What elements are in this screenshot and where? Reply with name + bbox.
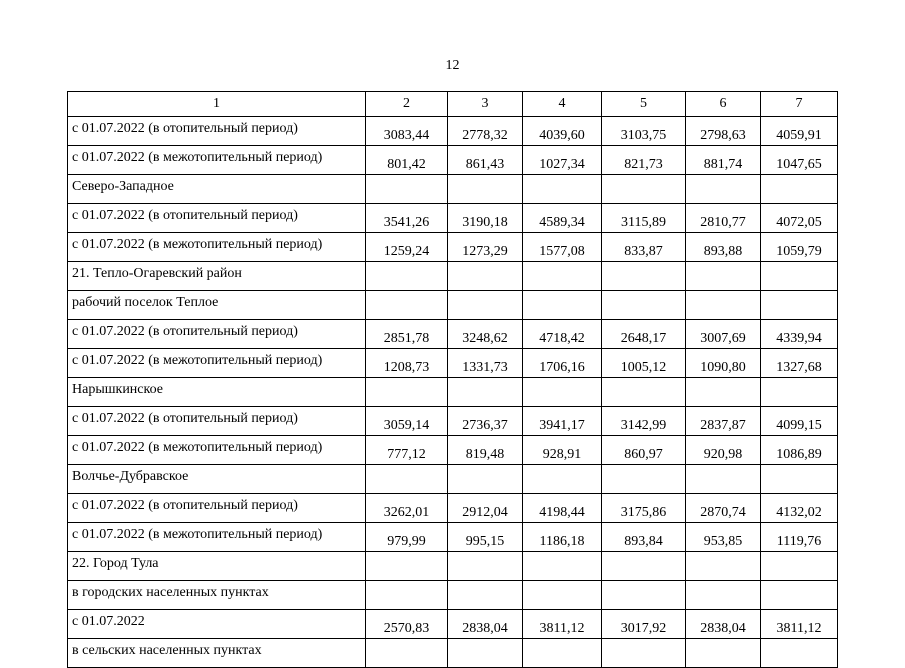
table-row xyxy=(68,523,838,552)
table-cell: 2837,87 xyxy=(686,407,761,436)
tariff-table xyxy=(67,91,838,668)
row-label: с 01.07.2022 (в межотопительный период) xyxy=(68,523,366,552)
row-label: с 01.07.2022 (в межотопительный период) xyxy=(68,233,366,262)
column-header: 5 xyxy=(602,92,686,117)
table-cell xyxy=(686,639,761,668)
row-label: 21. Тепло-Огаревский район xyxy=(68,262,366,291)
table-row xyxy=(68,233,838,262)
table-cell: 928,91 xyxy=(523,436,602,465)
table-cell: 3811,12 xyxy=(523,610,602,639)
table-cell xyxy=(366,465,448,494)
table-cell: 2838,04 xyxy=(448,610,523,639)
table-cell: 1119,76 xyxy=(761,523,838,552)
table-cell xyxy=(761,465,838,494)
table-cell: 2851,78 xyxy=(366,320,448,349)
row-label: с 01.07.2022 (в межотопительный период) xyxy=(68,146,366,175)
table-cell: 3248,62 xyxy=(448,320,523,349)
table-row xyxy=(68,581,838,610)
table-cell xyxy=(448,262,523,291)
table-row xyxy=(68,494,838,523)
table-cell: 2870,74 xyxy=(686,494,761,523)
table-cell xyxy=(602,465,686,494)
table-cell xyxy=(366,581,448,610)
table-cell: 3059,14 xyxy=(366,407,448,436)
table-cell xyxy=(523,639,602,668)
table-cell: 4059,91 xyxy=(761,117,838,146)
table-cell xyxy=(686,262,761,291)
table-cell xyxy=(523,262,602,291)
table-cell: 4072,05 xyxy=(761,204,838,233)
table-cell xyxy=(761,378,838,407)
row-label: с 01.07.2022 (в отопительный период) xyxy=(68,117,366,146)
table-cell xyxy=(523,552,602,581)
table-cell: 2570,83 xyxy=(366,610,448,639)
table-cell xyxy=(602,378,686,407)
table-cell xyxy=(448,378,523,407)
table-row xyxy=(68,465,838,494)
column-header: 4 xyxy=(523,92,602,117)
table-row xyxy=(68,552,838,581)
table-cell: 1047,65 xyxy=(761,146,838,175)
table-cell xyxy=(602,291,686,320)
table-cell: 3007,69 xyxy=(686,320,761,349)
table-row xyxy=(68,146,838,175)
table-cell xyxy=(448,175,523,204)
table-cell: 1331,73 xyxy=(448,349,523,378)
column-header: 2 xyxy=(366,92,448,117)
table-cell: 3941,17 xyxy=(523,407,602,436)
table-cell: 4198,44 xyxy=(523,494,602,523)
column-header: 6 xyxy=(686,92,761,117)
table-cell: 821,73 xyxy=(602,146,686,175)
table-cell: 995,15 xyxy=(448,523,523,552)
table-cell: 920,98 xyxy=(686,436,761,465)
table-cell xyxy=(366,378,448,407)
table-cell: 833,87 xyxy=(602,233,686,262)
table-cell xyxy=(602,581,686,610)
table-cell xyxy=(366,262,448,291)
table-row xyxy=(68,436,838,465)
table-cell xyxy=(366,175,448,204)
row-label: с 01.07.2022 (в отопительный период) xyxy=(68,407,366,436)
table-row xyxy=(68,291,838,320)
table-row xyxy=(68,117,838,146)
table-cell xyxy=(602,552,686,581)
table-cell xyxy=(523,175,602,204)
table-cell: 2648,17 xyxy=(602,320,686,349)
table-cell xyxy=(448,639,523,668)
table-cell: 2736,37 xyxy=(448,407,523,436)
table-cell: 4589,34 xyxy=(523,204,602,233)
table-cell: 4039,60 xyxy=(523,117,602,146)
row-label: в сельских населенных пунктах xyxy=(68,639,366,668)
table-cell: 3142,99 xyxy=(602,407,686,436)
table-cell: 953,85 xyxy=(686,523,761,552)
page-number: 12 xyxy=(445,58,460,73)
table-cell xyxy=(366,291,448,320)
table-cell: 893,88 xyxy=(686,233,761,262)
table-cell xyxy=(686,552,761,581)
table-cell: 1259,24 xyxy=(366,233,448,262)
table-row xyxy=(68,262,838,291)
row-label: с 01.07.2022 (в отопительный период) xyxy=(68,204,366,233)
table-row xyxy=(68,639,838,668)
table-cell: 2912,04 xyxy=(448,494,523,523)
row-label: 22. Город Тула xyxy=(68,552,366,581)
table-cell: 4339,94 xyxy=(761,320,838,349)
table-cell: 2810,77 xyxy=(686,204,761,233)
table-cell: 2838,04 xyxy=(686,610,761,639)
table-row xyxy=(68,204,838,233)
row-label: рабочий поселок Теплое xyxy=(68,291,366,320)
table-cell xyxy=(602,639,686,668)
table-cell: 4132,02 xyxy=(761,494,838,523)
table-cell xyxy=(448,291,523,320)
table-cell: 1090,80 xyxy=(686,349,761,378)
column-header: 3 xyxy=(448,92,523,117)
table-row xyxy=(68,407,838,436)
table-cell: 3115,89 xyxy=(602,204,686,233)
table-cell: 3541,26 xyxy=(366,204,448,233)
table-cell: 2798,63 xyxy=(686,117,761,146)
column-header: 7 xyxy=(761,92,838,117)
table-cell xyxy=(602,175,686,204)
table-cell: 1273,29 xyxy=(448,233,523,262)
table-cell xyxy=(448,465,523,494)
table-cell xyxy=(523,581,602,610)
table-cell xyxy=(686,291,761,320)
table-cell: 777,12 xyxy=(366,436,448,465)
table-cell: 1706,16 xyxy=(523,349,602,378)
table-cell xyxy=(686,378,761,407)
table-cell: 1005,12 xyxy=(602,349,686,378)
table-cell: 1577,08 xyxy=(523,233,602,262)
table-cell xyxy=(761,175,838,204)
table-cell: 979,99 xyxy=(366,523,448,552)
table-cell: 861,43 xyxy=(448,146,523,175)
row-label: Нарышкинское xyxy=(68,378,366,407)
table-cell xyxy=(686,581,761,610)
table-cell: 819,48 xyxy=(448,436,523,465)
table-cell xyxy=(523,465,602,494)
table-cell: 4099,15 xyxy=(761,407,838,436)
row-label: с 01.07.2022 xyxy=(68,610,366,639)
table-cell xyxy=(686,465,761,494)
table-cell xyxy=(761,552,838,581)
table-row xyxy=(68,610,838,639)
column-header: 1 xyxy=(68,92,366,117)
row-label: с 01.07.2022 (в межотопительный период) xyxy=(68,349,366,378)
table-cell: 1027,34 xyxy=(523,146,602,175)
table-cell xyxy=(761,639,838,668)
table-cell: 3083,44 xyxy=(366,117,448,146)
table-row xyxy=(68,320,838,349)
table-cell xyxy=(366,639,448,668)
table-cell: 1186,18 xyxy=(523,523,602,552)
table-cell xyxy=(686,175,761,204)
row-label: с 01.07.2022 (в отопительный период) xyxy=(68,320,366,349)
table-cell: 881,74 xyxy=(686,146,761,175)
row-label: с 01.07.2022 (в межотопительный период) xyxy=(68,436,366,465)
table-cell xyxy=(523,291,602,320)
table-cell: 1327,68 xyxy=(761,349,838,378)
table-cell: 3175,86 xyxy=(602,494,686,523)
table-cell: 1208,73 xyxy=(366,349,448,378)
table-cell xyxy=(761,262,838,291)
row-label: в городских населенных пунктах xyxy=(68,581,366,610)
row-label: Северо-Западное xyxy=(68,175,366,204)
table-cell xyxy=(761,581,838,610)
table-cell: 3811,12 xyxy=(761,610,838,639)
row-label: Волчье-Дубравское xyxy=(68,465,366,494)
table-cell xyxy=(523,378,602,407)
table-cell: 4718,42 xyxy=(523,320,602,349)
table-cell: 801,42 xyxy=(366,146,448,175)
row-label: с 01.07.2022 (в отопительный период) xyxy=(68,494,366,523)
table-cell xyxy=(761,291,838,320)
table-row xyxy=(68,175,838,204)
table-cell xyxy=(602,262,686,291)
table-cell: 3262,01 xyxy=(366,494,448,523)
table-header-row xyxy=(68,92,838,117)
table-row xyxy=(68,378,838,407)
table-body xyxy=(68,92,838,668)
table-row xyxy=(68,349,838,378)
table-cell: 860,97 xyxy=(602,436,686,465)
table-cell: 3190,18 xyxy=(448,204,523,233)
table-cell: 3103,75 xyxy=(602,117,686,146)
table-cell: 893,84 xyxy=(602,523,686,552)
table-cell: 1086,89 xyxy=(761,436,838,465)
table-cell xyxy=(366,552,448,581)
table-cell xyxy=(448,552,523,581)
table-cell: 3017,92 xyxy=(602,610,686,639)
table-cell xyxy=(448,581,523,610)
table-cell: 2778,32 xyxy=(448,117,523,146)
table-cell: 1059,79 xyxy=(761,233,838,262)
